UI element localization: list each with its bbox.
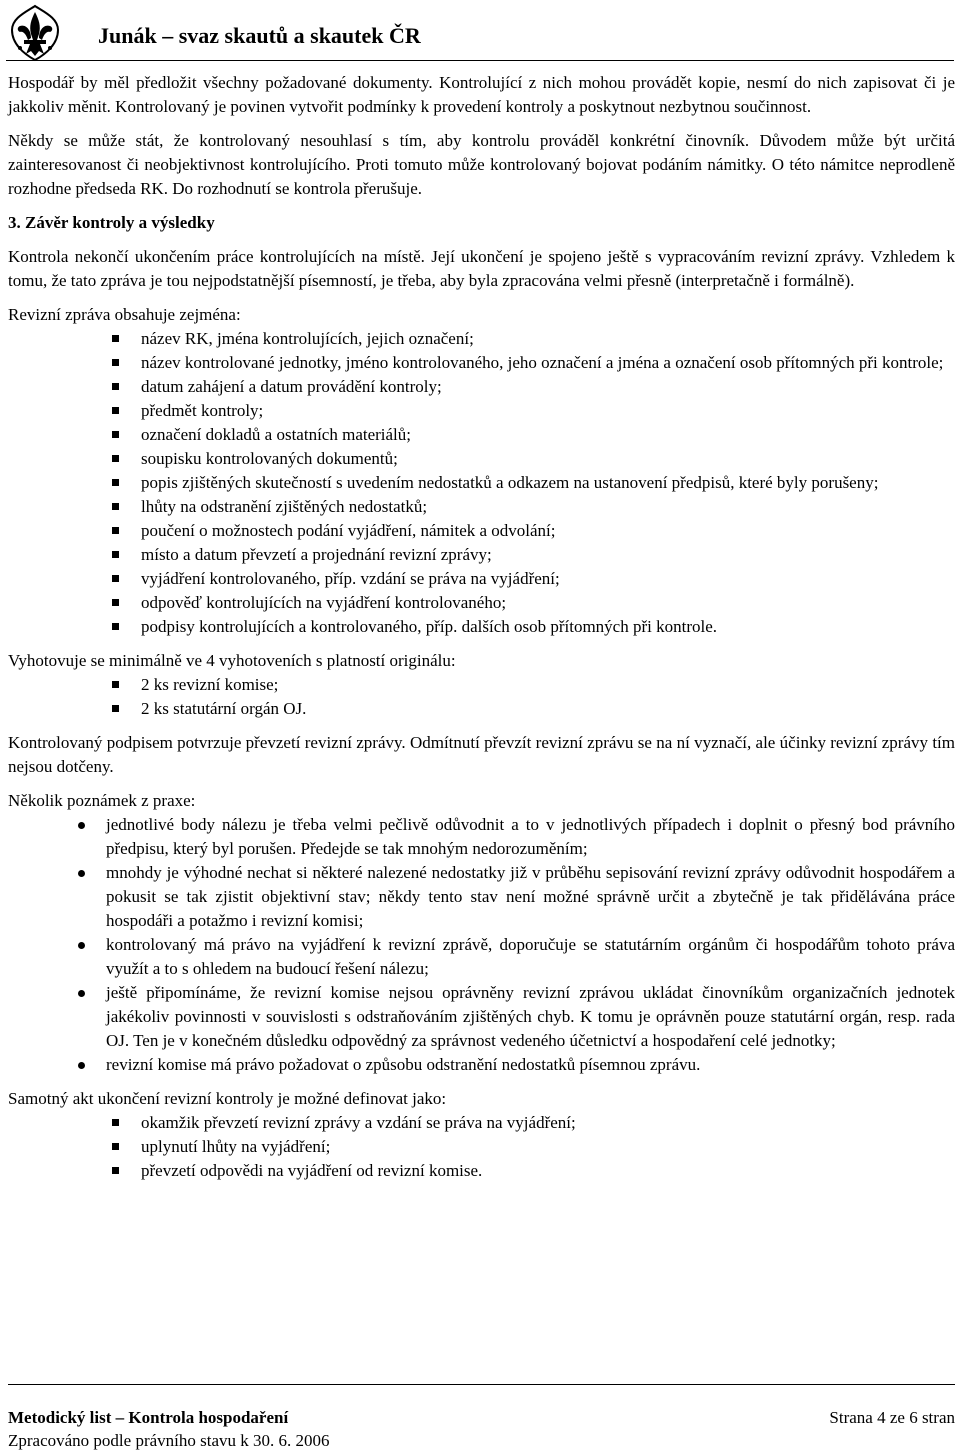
paragraph-notes-intro: Několik poznámek z praxe: <box>8 791 196 810</box>
footer-legal-state: Zpracováno podle právního stavu k 30. 6. 2006 <box>8 1431 330 1450</box>
page-header <box>6 4 954 60</box>
paragraph-termination: Samotný akt ukončení revizní kontroly je možné definovat jako: <box>8 1089 447 1108</box>
list-item: název RK, jména kontrolujících, jejich označení; <box>8 327 955 351</box>
list-item: uplynutí lhůty na vyjádření; <box>8 1135 955 1159</box>
list-item: název kontrolované jednotky, jméno kontrolovaného, jeho označení a jména a označení osob přítomných při kontrole; <box>8 351 955 375</box>
practice-notes-list <box>8 813 955 1077</box>
list-item: ještě připomínáme, že revizní komise nejsou oprávněny revizní zprávou ukládat činovníkům organizačních jednotek jakékoliv povinnosti v souvislosti s odstraňováním zjištěných chyb. K tomu je oprávněn pouze statutární orgán, resp. rada OJ. Ten je v konečném důsledku odpovědný za správnost vedeného účetnictví a hospodaření celé jednotky; <box>8 981 955 1053</box>
page-number: Strana 4 ze 6 stran <box>829 1408 955 1427</box>
paragraph-copies: Vyhotovuje se minimálně ve 4 vyhotoveních s platností originálu: <box>8 651 456 670</box>
list-item: soupisku kontrolovaných dokumentů; <box>8 447 955 471</box>
list-item: jednotlivé body nálezu je třeba velmi pečlivě odůvodnit a to v jednotlivých případech i doplnit o přesný bod právního předpisu, který byl porušen. Předejde se tak mnohým nedorozuměním; <box>8 813 955 861</box>
document-body <box>8 71 955 1193</box>
scout-lily-emblem-icon <box>6 4 64 62</box>
list-item: předmět kontroly; <box>8 399 955 423</box>
list-item: poučení o možnostech podání vyjádření, námitek a odvolání; <box>8 519 955 543</box>
paragraph-acceptance: Kontrolovaný podpisem potvrzuje převzetí revizní zprávy. Odmítnutí převzít revizní zprávu se na ní vyznačí, ale účinky revizní zprávy tím nejsou dotčeny. <box>8 733 955 776</box>
list-item: převzetí odpovědi na vyjádření od revizní komise. <box>8 1159 955 1183</box>
list-item: datum zahájení a datum provádění kontroly; <box>8 375 955 399</box>
footer-divider <box>8 1384 955 1385</box>
footer-document-title: Metodický list – Kontrola hospodaření <box>8 1408 289 1427</box>
list-item: 2 ks revizní komise; <box>8 673 955 697</box>
list-item: okamžik převzetí revizní zprávy a vzdání se práva na vyjádření; <box>8 1111 955 1135</box>
list-item: označení dokladů a ostatních materiálů; <box>8 423 955 447</box>
list-item: popis zjištěných skutečností s uvedením nedostatků a odkazem na ustanovení předpisů, které byly porušeny; <box>8 471 955 495</box>
paragraph-objection: Někdy se může stát, že kontrolovaný nesouhlasí s tím, aby kontrolu prováděl konkrétní činovník. Důvodem může být určitá zainteresovanost či neobjektivnost kontrolujícího. Proti tomuto může kontrolovaný bojovat podáním námitky. O této námitce neprodleně rozhodne předseda RK. Do rozhodnutí se kontrola přerušuje. <box>8 131 955 198</box>
list-item: kontrolovaný má právo na vyjádření k revizní zprávě, doporučuje se statutárním orgánům či hospodářům tohoto práva využít a to s ohledem na budoucí řešení nálezu; <box>8 933 955 981</box>
report-contents-list <box>8 327 955 639</box>
list-item: vyjádření kontrolovaného, příp. vzdání se práva na vyjádření; <box>8 567 955 591</box>
organization-title: Junák – svaz skautů a skautek ČR <box>98 23 421 48</box>
paragraph-report-contains: Revizní zpráva obsahuje zejména: <box>8 305 241 324</box>
list-item: mnohdy je výhodné nechat si některé nalezené nedostatky již v průběhu sepisování revizní zprávy odůvodnit hospodářem a pokusit se tak zjistit objektivní stav; někdy tento stav není možné správně určit a zbytečně je tak přidělávána práce hospodáři a potažmo i revizní komisi; <box>8 861 955 933</box>
page-footer <box>8 1384 955 1453</box>
paragraph-report-intro: Kontrola nekončí ukončením práce kontrolujících na místě. Její ukončení je spojeno ještě s vypracováním revizní zprávy. Vzhledem k tomu, že tato zpráva je tou nejpodstatnější písemností, je třeba, aby byla zpracována velmi přesně (interpretačně i formálně). <box>8 247 955 290</box>
copies-list <box>8 673 955 721</box>
termination-list <box>8 1111 955 1183</box>
list-item: místo a datum převzetí a projednání revizní zprávy; <box>8 543 955 567</box>
paragraph-documents: Hospodář by měl předložit všechny požadované dokumenty. Kontrolující z nich mohou provádět kopie, nesmí do nich zapisovat či je jakkoliv měnit. Kontrolovaný je povinen vytvořit podmínky k provedení kontroly a poskytnout nezbytnou součinnost. <box>8 73 955 116</box>
list-item: lhůty na odstranění zjištěných nedostatků; <box>8 495 955 519</box>
list-item: podpisy kontrolujících a kontrolovaného, příp. dalších osob přítomných při kontrole. <box>8 615 955 639</box>
header-divider <box>6 60 954 61</box>
section-heading: 3. Závěr kontroly a výsledky <box>8 213 215 232</box>
list-item: 2 ks statutární orgán OJ. <box>8 697 955 721</box>
list-item: revizní komise má právo požadovat o způsobu odstranění nedostatků písemnou zprávu. <box>8 1053 955 1077</box>
list-item: odpověď kontrolujících na vyjádření kontrolovaného; <box>8 591 955 615</box>
